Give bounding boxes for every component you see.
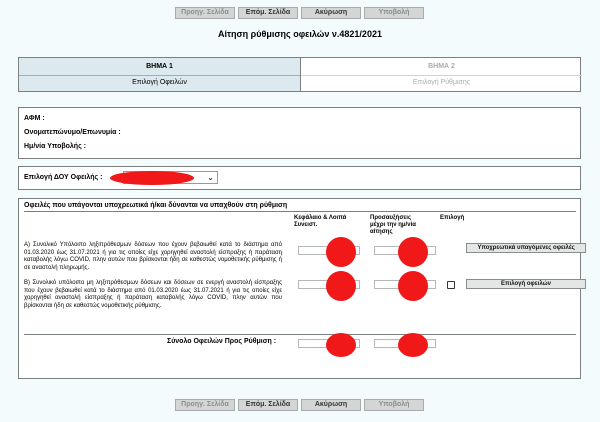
dou-label: Επιλογή ΔΟΥ Οφειλής : [24,174,103,181]
redaction-mark [110,171,194,185]
redaction-mark [326,237,356,267]
row-b-select-checkbox[interactable] [447,281,455,289]
next-page-button[interactable]: Επόμ. Σελίδα [238,399,298,411]
row-b-description: Β) Συνολικό υπόλοιπο μη ληξιπρόθεσμων δόσεων και δόσεων σε ενεργή αναστολή είσπραξης που έχουν βεβαιωθεί κατά το διάστημα από 01.03.2020 έως 31.07.2021 ή για τις οποίες είχε χορηγηθεί αναστολή είσπραξης ή παράταση καταβολής λόγω COVID, πλην αυτών που βρίσκονται ήδη σε καθεστώς νομοθετικής ρύθμισης. [24,280,282,309]
submit-button[interactable]: Υποβολή [364,399,424,411]
chevron-down-icon: ⌄ [207,173,214,182]
next-page-button[interactable]: Επόμ. Σελίδα [238,7,298,19]
page-title: Αίτηση ρύθμισης οφειλών ν.4821/2021 [218,29,382,39]
afm-label: ΑΦΜ : [24,115,45,122]
redaction-mark [326,271,356,301]
row-a-description: Α) Συνολικό Υπόλοιπο ληξιπρόθεσμων δόσεων που έχουν βεβαιωθεί κατά το διάστημα από 01.03.2020 έως 31.07.2021 ή για τις οποίες είχε χορηγηθεί αναστολή είσπραξης ή παράταση καταβολής λόγω COVID, πλην αυτών που βρίσκονται ήδη σε καθεστώς νομοθετικής ρύθμισης ή σε αναστολή πληρωμής. [24,242,282,271]
debts-panel [18,198,581,379]
divider [24,211,576,212]
total-divider [24,334,576,335]
redaction-mark [398,271,428,301]
redaction-mark [398,237,428,267]
submit-button[interactable]: Υποβολή [364,7,424,19]
name-label: Ονοματεπώνυμο/Επωνυμία : [24,129,121,136]
step-2 [301,58,582,91]
select-debts-button[interactable]: Επιλογή οφειλών [466,279,586,289]
mandatory-debts-button[interactable]: Υποχρεωτικά υπαγόμενες οφειλές [466,243,586,253]
step-1-label: Επιλογή Οφειλών [19,75,300,86]
cancel-button[interactable]: Ακύρωση [301,399,361,411]
step-indicator [18,57,581,92]
redaction-mark [326,333,356,357]
taxpayer-info-panel [18,107,581,159]
col-select-header: Επιλογή [440,215,465,221]
prev-page-button[interactable]: Προηγ. Σελίδα [175,399,235,411]
col-capital-header: Κεφάλαιο & Λοιπά Συνειστ. [294,215,347,228]
step-1[interactable] [19,58,301,91]
bottom-navbar [0,399,600,413]
top-navbar [0,7,600,21]
prev-page-button[interactable]: Προηγ. Σελίδα [175,7,235,19]
redaction-mark [398,333,428,357]
dou-panel [18,166,581,190]
step-2-label: Επιλογή Ρύθμισης [301,75,582,86]
submission-date-label: Ημ/νία Υποβολής : [24,143,86,150]
debts-heading: Οφειλές που υπάγονται υποχρεωτικά ή/και δύνανται να υπαχθούν στη ρύθμιση [24,202,288,209]
step-1-number: ΒΗΜΑ 1 [146,63,173,70]
col-surcharge-header: Προσαυξήσεις μέχρι την ημ/νία αίτησης [370,215,416,235]
total-label: Σύνολο Οφειλών Προς Ρύθμιση : [167,338,277,345]
cancel-button[interactable]: Ακύρωση [301,7,361,19]
step-2-number: ΒΗΜΑ 2 [428,63,455,70]
